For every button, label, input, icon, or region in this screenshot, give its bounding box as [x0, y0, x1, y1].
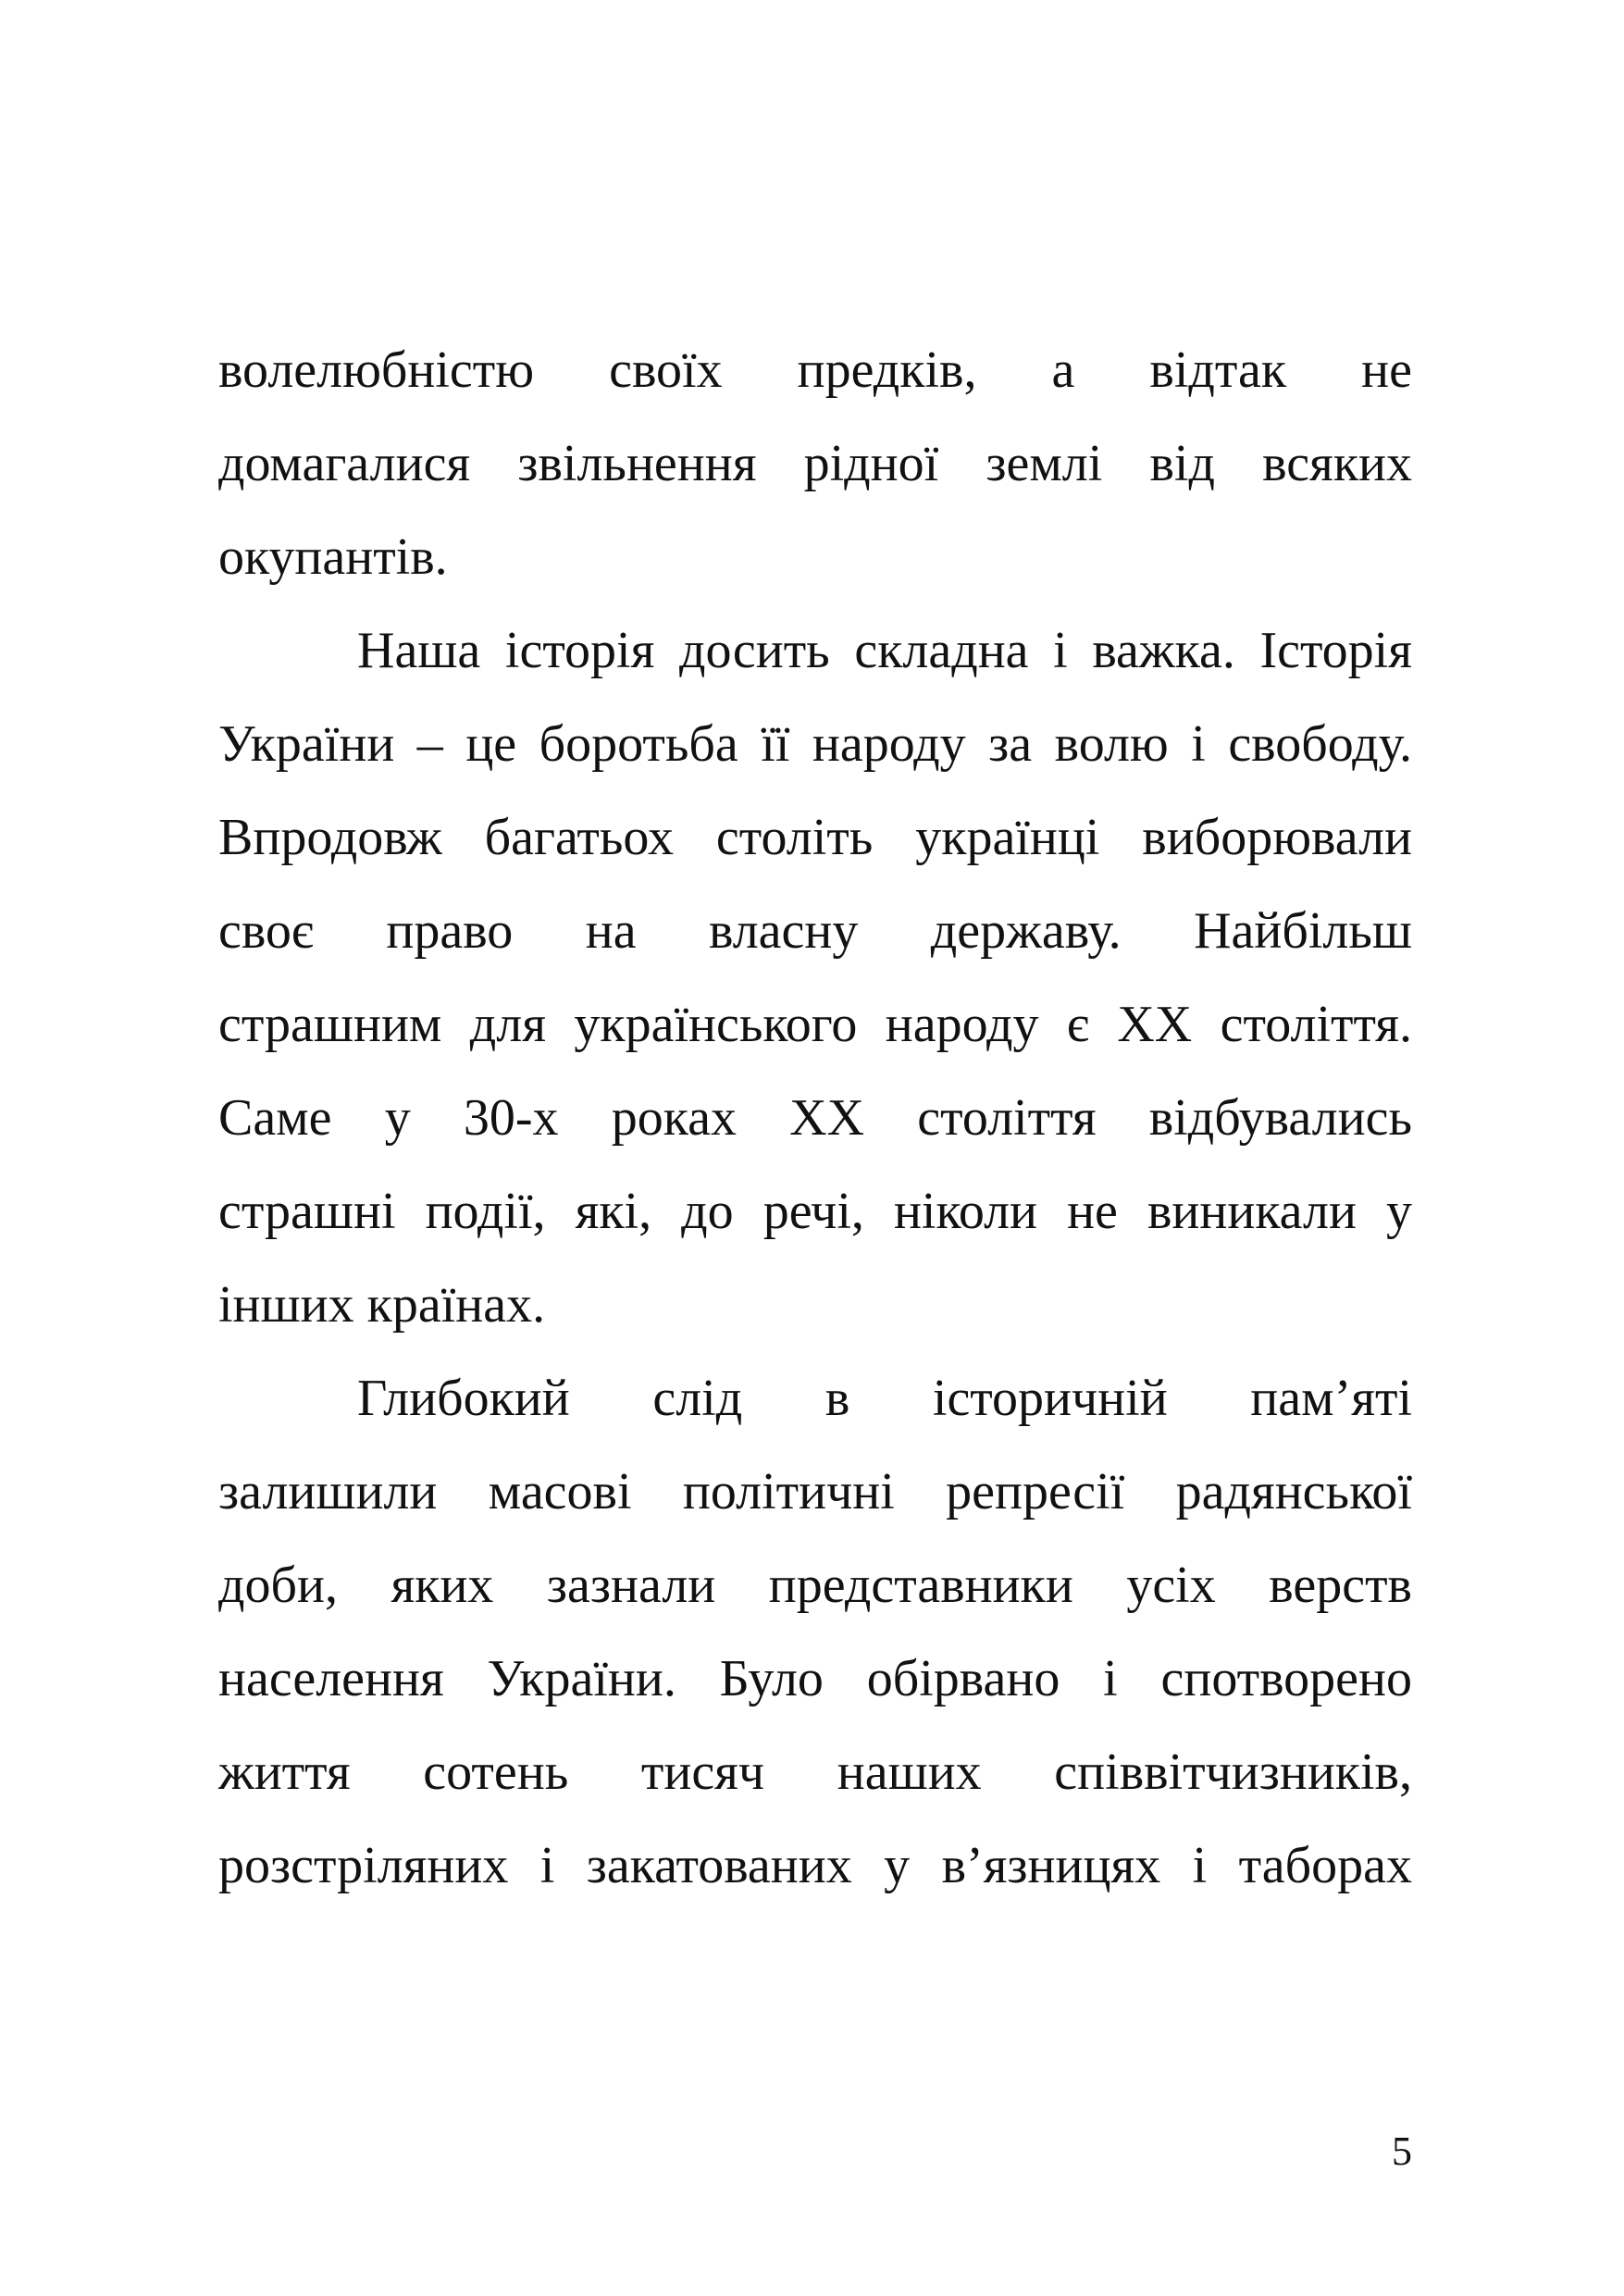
paragraph-start-line: Глибокий слід в історичній пам’яті: [357, 1370, 1412, 1427]
text-line: доби, яких зазнали представники усіх верств: [218, 1557, 1412, 1614]
text-line: страшним для українського народу є ХХ століття.: [218, 996, 1412, 1053]
text-line: страшні події, які, до речі, ніколи не виникали у: [218, 1183, 1412, 1240]
text-line: України – це боротьба її народу за волю і свободу.: [218, 715, 1412, 773]
page-number: 5: [1392, 2128, 1412, 2174]
text-line: своє право на власну державу. Найбільш: [218, 902, 1412, 960]
text-line: волелюбністю своїх предків, а відтак не: [218, 341, 1412, 399]
text-line: Саме у 30-х роках ХХ століття відбувались: [218, 1089, 1412, 1147]
text-line: населення України. Було обірвано і спотворено: [218, 1650, 1412, 1707]
text-line: життя сотень тисяч наших співвітчизників,: [218, 1744, 1412, 1801]
text-line: залишили масові політичні репресії радянської: [218, 1463, 1412, 1520]
text-line: Впродовж багатьох століть українці виборювали: [218, 809, 1412, 866]
paragraph-start-line: Наша історія досить складна і важка. Історія: [357, 622, 1412, 679]
text-line: домагалися звільнення рідної землі від всяких: [218, 435, 1412, 492]
text-line: інших країнах.: [218, 1276, 546, 1334]
text-line: окупантів.: [218, 528, 448, 586]
text-line: розстріляних і закатованих у в’язницях і таборах: [218, 1837, 1412, 1894]
body-text: [218, 324, 1412, 1913]
